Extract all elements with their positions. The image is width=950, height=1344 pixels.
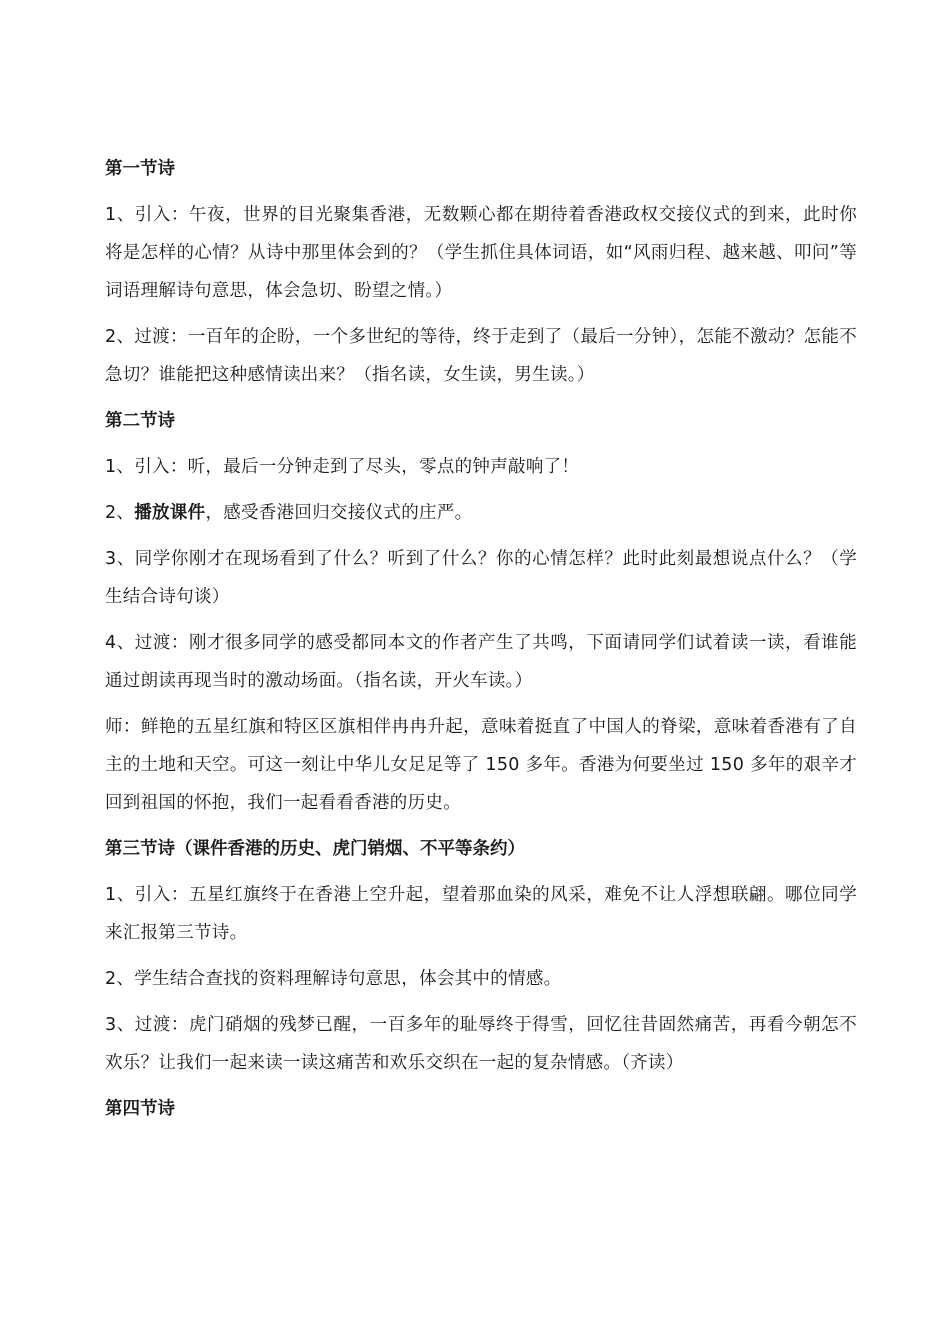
section-1-paragraph-2: 2、过渡：一百年的企盼，一个多世纪的等待，终于走到了（最后一分钟），怎能不激动？怎能不急切？谁能把这种感情读出来？（指名读，女生读，男生读。） [105,327,857,385]
section-2-paragraph-3: 3、同学你刚才在现场看到了什么？听到了什么？你的心情怎样？此时此刻最想说点什么？（学生结合诗句谈） [105,549,857,607]
section-2-heading: 第二节诗 [105,411,175,431]
section-2-paragraph-5: 师：鲜艳的五星红旗和特区区旗相伴冉冉升起，意味着挺直了中国人的脊梁，意味着香港有了自主的土地和天空。可这一刻让中华儿女足足等了 150 多年。香港为何要坐过 150 多年的艰辛才回到祖国的怀抱，我们一起看看香港的历史。 [105,717,857,813]
section-1-paragraph-1: 1、引入：午夜，世界的目光聚集香港，无数颗心都在期待着香港政权交接仪式的到来，此时你将是怎样的心情？从诗中那里体会到的？（学生抓住具体词语，如“风雨归程、越来越、叩问”等词语理解诗句意思，体会急切、盼望之情。） [105,205,857,301]
section-2-paragraph-4: 4、过渡：刚才很多同学的感受都同本文的作者产生了共鸣，下面请同学们试着读一读，看谁能通过朗读再现当时的激动场面。（指名读，开火车读。） [105,633,857,691]
section-2-paragraph-2 [105,494,857,532]
section-2-paragraph-2-number: 2、 [105,503,135,523]
section-3-paragraph-2: 2、学生结合查找的资料理解诗句意思，体会其中的情感。 [105,969,562,989]
document-body [105,150,857,1136]
section-1-heading: 第一节诗 [105,159,175,179]
section-3-paragraph-3: 3、过渡：虎门硝烟的残梦已醒，一百多年的耻辱终于得雪，回忆往昔固然痛苦，再看今朝怎不欢乐？让我们一起来读一读这痛苦和欢乐交织在一起的复杂情感。（齐读） [105,1015,857,1073]
section-4-heading: 第四节诗 [105,1099,175,1119]
section-2-paragraph-1: 1、引入：听，最后一分钟走到了尽头，零点的钟声敲响了！ [105,457,580,477]
section-2-paragraph-2-bold: 播放课件 [134,503,206,523]
section-3-paragraph-1: 1、引入：五星红旗终于在香港上空升起，望着那血染的风采，难免不让人浮想联翩。哪位同学来汇报第三节诗。 [105,885,857,943]
section-2-paragraph-2-rest: ，感受香港回归交接仪式的庄严。 [205,503,473,523]
section-3-heading: 第三节诗（课件香港的历史、虎门销烟、不平等条约） [105,839,525,859]
